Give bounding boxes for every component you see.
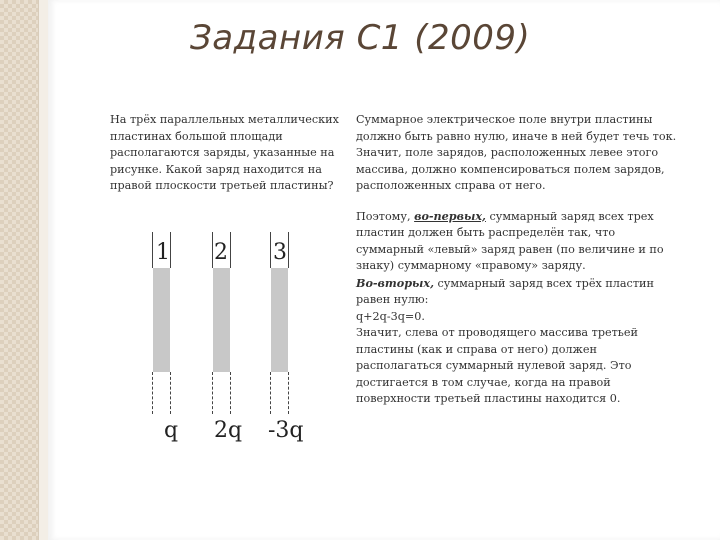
plate-3-right-edge <box>288 232 289 268</box>
slide-title: Задания С1 (2009) <box>190 18 531 58</box>
solution-paragraph-1: Суммарное электрическое поле внутри пластины должно быть равно нулю, иначе в ней будет течь ток. Значит, поле зарядов, расположенных левее этого массива, должно компенсироваться полем зарядов, расположенных справа от него. <box>356 113 677 192</box>
plate-1-left-dash <box>152 372 153 414</box>
plate-3-left-dash <box>270 372 271 414</box>
plate-2-label: 2 <box>214 240 228 265</box>
plate-2-left-edge <box>212 232 213 268</box>
decorative-strip <box>0 0 38 540</box>
paragraph-2-lead: Поэтому, <box>356 209 415 223</box>
first-point-emphasis: во-первых, <box>414 208 486 223</box>
plate-2-right-dash <box>230 372 231 414</box>
plate-3-left-edge <box>270 232 271 268</box>
plate-3 <box>271 268 288 372</box>
plate-3-label: 3 <box>273 240 287 265</box>
plate-2-charge: 2q <box>214 418 243 443</box>
problem-text: На трёх параллельных металлических пластинах большой площади располагаются заряды, указанные на рисунке. Какой заряд находится на правой плоскости третьей пластины? <box>110 113 339 192</box>
plate-1-left-edge <box>152 232 153 268</box>
paragraph-3-body: суммарный заряд всех трёх пластин равен нулю: <box>356 276 654 306</box>
solution-paragraph-4: Значит, слева от проводящего массива третьей пластины (как и справа от него) должен располагаться суммарный нулевой заряд. Это достигается в том случае, когда на правой поверхности третьей пластины находится 0. <box>356 326 638 405</box>
plate-1-right-dash <box>170 372 171 414</box>
solution-text <box>356 112 686 408</box>
plate-1 <box>153 268 170 372</box>
plate-2 <box>213 268 230 372</box>
charge-equation: q+2q-3q=0. <box>356 309 425 323</box>
plate-2-right-edge <box>230 232 231 268</box>
plate-1-right-edge <box>170 232 171 268</box>
plate-1-label: 1 <box>156 240 170 265</box>
solution-paragraph-2 <box>356 208 686 275</box>
plate-3-charge: -3q <box>268 418 304 443</box>
paragraph-2-body: суммарный заряд всех трех пластин должен быть распределён так, что суммарный «левый» заряд равен (по величине и по знаку) суммарному «правому» заряду. <box>356 209 664 272</box>
plate-1-charge: q <box>164 418 179 443</box>
plate-3-right-dash <box>288 372 289 414</box>
solution-paragraph-3 <box>356 275 686 309</box>
plate-2-left-dash <box>212 372 213 414</box>
second-point-emphasis: Во-вторых, <box>356 275 434 290</box>
